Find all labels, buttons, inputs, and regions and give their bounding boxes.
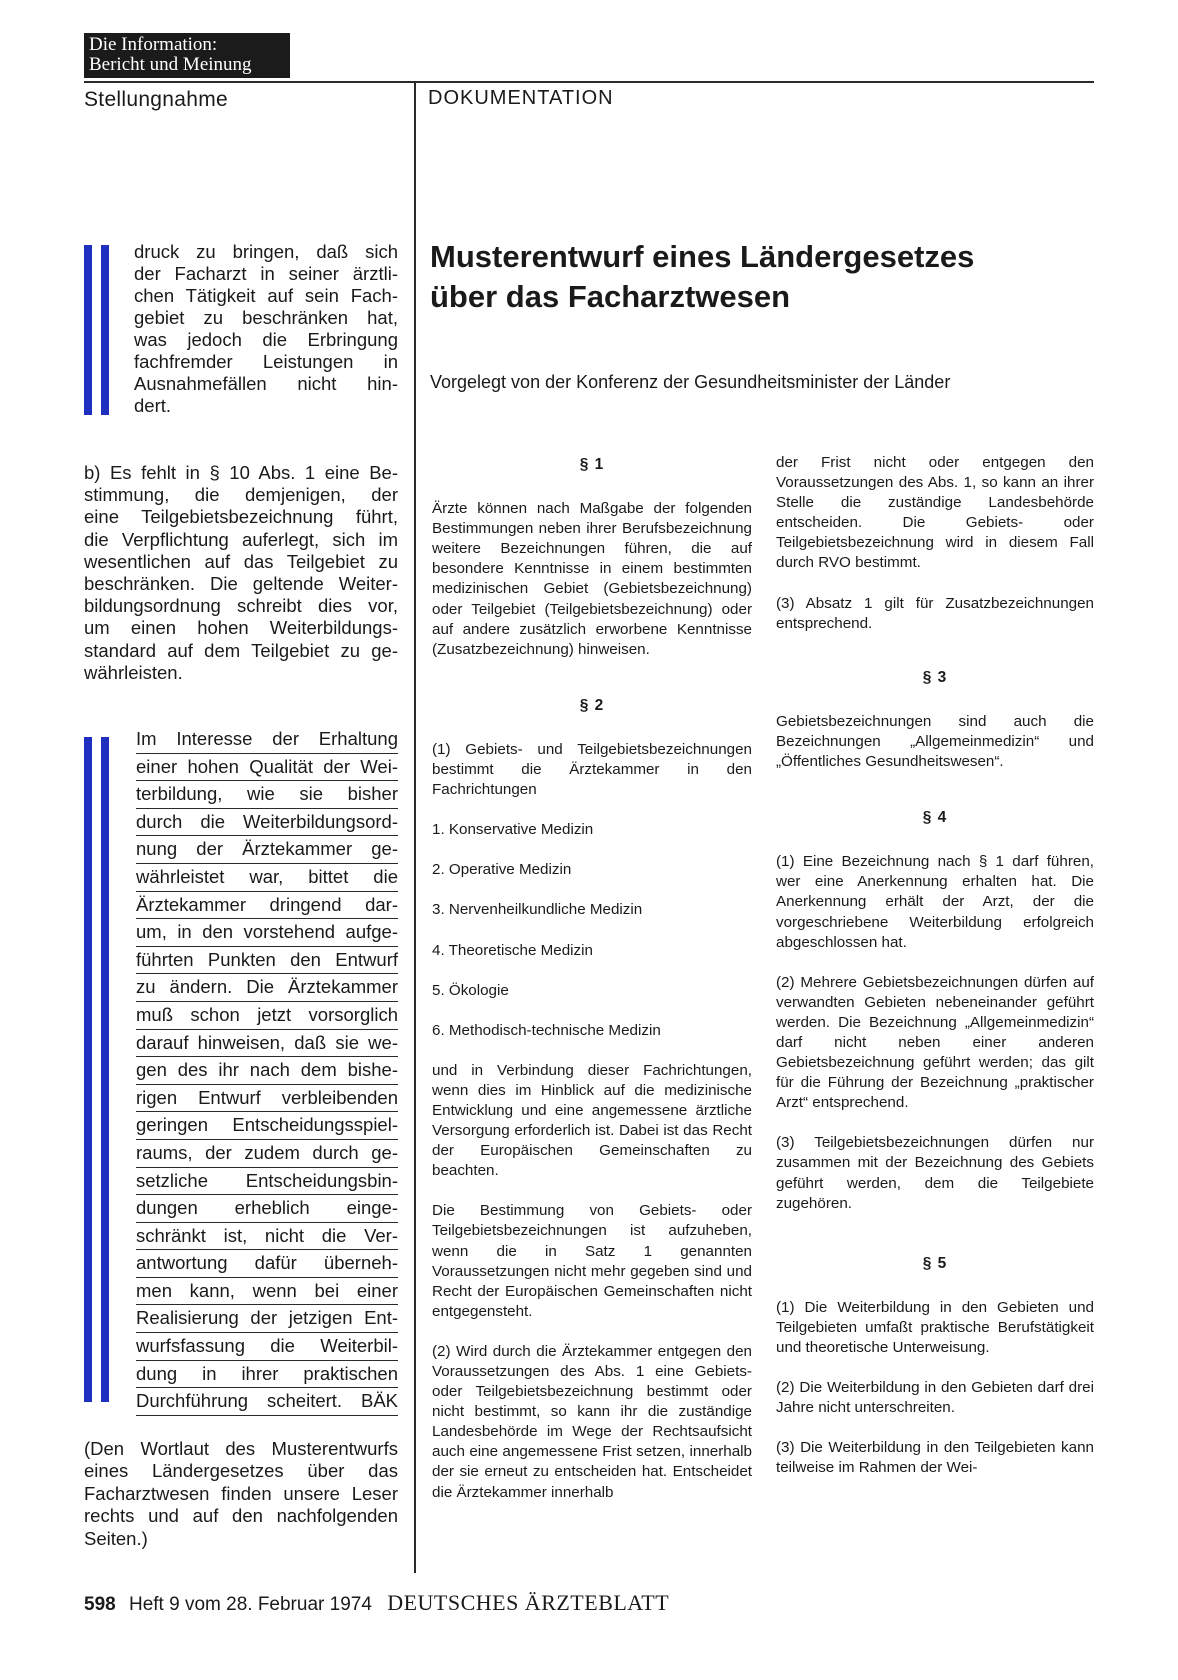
article-column-middle <box>432 455 752 1523</box>
statement-line: wurfsfassung die Weiterbil- <box>136 1333 398 1361</box>
statement-line: men kann, wenn bei einer <box>136 1278 398 1306</box>
statement-line: währleistet war, bittet die <box>136 864 398 892</box>
paragraph: (3) Absatz 1 gilt für Zusatzbezeichnungen entsprechend. <box>776 594 1094 632</box>
statement-line: muß schon jetzt vorsorglich <box>136 1002 398 1030</box>
paragraph: (1) Eine Bezeichnung nach § 1 darf führen, wer eine Anerkennung erhalten hat. Die Anerkennung erhält der Arzt, der die vorgeschriebene Weiterbildung erfolgreich abgeschlossen hat. <box>776 853 1094 951</box>
left-statement <box>136 726 398 1416</box>
statement-line: darauf hinweisen, daß sie we- <box>136 1030 398 1058</box>
statement-line: einer hohen Qualität der Wei- <box>136 754 398 782</box>
statement-line: um, in den vorstehend aufge- <box>136 919 398 947</box>
paragraph: der Frist nicht oder entgegen den Voraussetzungen des Abs. 1, so kann an ihrer Stelle die zuständige Landesbehörde entscheiden. Die Gebiets- oder Teilgebietsbezeichnung wird in diesem Fall durch RVO bestimmt. <box>776 454 1094 572</box>
section-tag <box>84 33 290 78</box>
text-line: währleisten. <box>84 661 183 683</box>
statement-line: setzliche Entscheidungsbin- <box>136 1168 398 1196</box>
text-line: wesentlichen auf das Teilgebiet zu <box>84 550 398 572</box>
list-item: 6. Methodisch-technische Medizin <box>432 1021 661 1039</box>
list-item: 5. Ökologie <box>432 981 509 999</box>
section-heading: § 5 <box>922 1254 948 1272</box>
paragraph: (2) Mehrere Gebietsbezeichnungen dürfen auf verwandten Gebieten nebeneinander geführt werden. Die Bezeichnung „Allgemeinmedizin“ darf nicht neben einer anderen Gebietsbezeichnung geführt werden; das gilt für die Führung der Bezeichnung „praktischer Arzt“ entsprechend. <box>776 973 1094 1112</box>
statement-line: Realisierung der jetzigen Ent- <box>136 1305 398 1333</box>
article-title-line1: Musterentwurf eines Ländergesetzes <box>430 239 975 274</box>
section-heading: § 4 <box>922 809 948 827</box>
text-line: Facharztwesen finden unsere Leser <box>84 1482 398 1504</box>
left-text-block-2 <box>84 462 398 684</box>
text-line: standard auf dem Teilgebiet zu ge- <box>84 639 398 661</box>
text-line: chen Tätigkeit auf sein Fach- <box>134 285 398 306</box>
margin-marker <box>84 737 111 1402</box>
article-title-line2: über das Facharztwesen <box>430 279 791 314</box>
page-number: 598 <box>84 1594 116 1615</box>
list-item: 1. Konservative Medizin <box>432 821 594 839</box>
article-subtitle: Vorgelegt von der Konferenz der Gesundheitsminister der Länder <box>430 372 951 392</box>
text-line: (Den Wortlaut des Musterentwurfs <box>84 1438 398 1459</box>
text-line: eines Ländergesetzes über das <box>84 1460 398 1482</box>
text-line: beschränken. Die geltende Weiter- <box>84 573 398 595</box>
section-label-right: DOKUMENTATION <box>428 87 614 109</box>
header-rule <box>84 81 1094 83</box>
list-item: 3. Nervenheilkundliche Medizin <box>432 901 643 919</box>
section-heading: § 2 <box>579 696 605 714</box>
left-note <box>84 1438 398 1550</box>
statement-line: führten Punkten den Entwurf <box>136 947 398 975</box>
paragraph: Die Bestimmung von Gebiets- oder Teilgebietsbezeichnungen ist aufzuheben, wenn die in Satz 1 genannten Voraussetzungen nicht mehr gegeben sind und Recht der Europäischen Gemeinschaften nicht entgegensteht. <box>432 1202 752 1320</box>
paragraph: (2) Wird durch die Ärztekammer entgegen den Voraussetzungen des Abs. 1 eine Gebiets- oder Teilgebietsbezeichnung bestimmt oder nicht bestimmt, so kann ihr die zuständige Landesbehörde im Wege der Rechtsaufsicht auch eine angemessene Frist setzen, innerhalb der sie erneut zu entscheiden hat. Entscheidet die Ärztekammer innerhalb <box>432 1342 752 1501</box>
paragraph: (3) Die Weiterbildung in den Teilgebieten kann teilweise im Rahmen der Wei- <box>776 1439 1094 1477</box>
magazine-name: DEUTSCHES ÄRZTEBLATT <box>387 1590 670 1615</box>
text-line: der Facharzt in seiner ärztli- <box>134 263 398 284</box>
statement-line: Im Interesse der Erhaltung <box>136 726 398 754</box>
section-tag-line2: Bericht und Meinung <box>89 54 252 75</box>
statement-line: schränkt ist, nicht die Ver- <box>136 1223 398 1251</box>
text-line: fachfremder Leistungen in <box>134 351 398 372</box>
statement-line: gen des ihr nach dem bishe- <box>136 1057 398 1085</box>
page-footer <box>84 1590 669 1616</box>
statement-line: durch die Weiterbildungsord- <box>136 809 398 837</box>
statement-line: Durchführung scheitert. BÄK <box>136 1388 398 1416</box>
statement-line: rigen Entwurf verbleibenden <box>136 1085 398 1113</box>
text-line: Ausnahmefällen nicht hin- <box>134 373 398 394</box>
paragraph: (1) Die Weiterbildung in den Gebieten und Teilgebieten umfaßt praktische Berufstätigkeit und theoretische Unterweisung. <box>776 1298 1094 1356</box>
paragraph: (3) Teilgebietsbezeichnungen dürfen nur zusammen mit der Bezeichnung des Gebiets geführt werden, dem die Teilgebiete zugehören. <box>776 1134 1094 1212</box>
section-label-left: Stellungnahme <box>84 88 228 111</box>
text-line: b) Es fehlt in § 10 Abs. 1 eine Be- <box>84 462 398 483</box>
text-line: rechts und auf den nachfolgenden <box>84 1505 398 1527</box>
left-text-block-1 <box>134 241 398 417</box>
statement-line: Ärztekammer dringend dar- <box>136 892 398 920</box>
section-heading: § 3 <box>922 668 948 686</box>
statement-line: zu ändern. Die Ärztekammer <box>136 974 398 1002</box>
article-column-right <box>776 453 1094 1498</box>
statement-line: antwortung dafür überneh- <box>136 1250 398 1278</box>
statement-line: geringen Entscheidungsspiel- <box>136 1112 398 1140</box>
section-tag-line1: Die Information: <box>89 34 218 55</box>
paragraph: (1) Gebiets- und Teilgebietsbezeichnungen bestimmt die Ärztekammer in den Fachrichtungen <box>432 740 752 799</box>
text-line: gebiet zu beschränken hat, <box>134 307 398 328</box>
statement-line: dungen erheblich einge- <box>136 1195 398 1223</box>
text-line: was jedoch die Erbringung <box>134 329 398 350</box>
column-divider <box>414 83 416 1573</box>
paragraph: und in Verbindung dieser Fachrichtungen, wenn dies im Hinblick auf die medizinische Entwicklung und eine angemessene ärztliche Versorgung erforderlich ist. Dabei ist das Recht der Europäischen Gemeinschaften zu beachten. <box>432 1061 752 1180</box>
text-line: um einen hohen Weiterbildungs- <box>84 617 398 639</box>
statement-line: raums, der zudem durch ge- <box>136 1140 398 1168</box>
text-line: druck zu bringen, daß sich <box>134 241 398 262</box>
text-line: dert. <box>134 395 172 416</box>
list-item: 4. Theoretische Medizin <box>432 941 593 959</box>
paragraph: Ärzte können nach Maßgabe der folgenden Bestimmungen neben ihrer Berufsbezeichnung weitere Bezeichnungen führen, die auf besondere Kenntnisse in einem bestimmten medizinischen Gebiet (Gebietsbezeichnung) oder Teilgebiet (Teilgebietsbezeichnung) oder auf andere zusätzlich erworbene Kenntnisse (Zusatzbezeichnung) hinweisen. <box>432 500 752 658</box>
statement-line: terbildung, wie sie bisher <box>136 781 398 809</box>
paragraph: Gebietsbezeichnungen sind auch die Bezeichnungen „Allgemeinmedizin“ und „Öffentliches Gesundheitswesen“. <box>776 712 1094 771</box>
text-line: Seiten.) <box>84 1527 148 1549</box>
list-item: 2. Operative Medizin <box>432 861 572 879</box>
text-line: eine Teilgebietsbezeichnung führt, <box>84 506 398 528</box>
text-line: bildungsordnung schreibt dies vor, <box>84 595 398 617</box>
statement-line: dung in ihrer praktischen <box>136 1361 398 1389</box>
article-title <box>430 237 1040 317</box>
section-heading: § 1 <box>579 456 605 473</box>
text-line: die Verpflichtung auferlegt, sich im <box>84 528 398 550</box>
statement-line: nung der Ärztekammer ge- <box>136 836 398 864</box>
margin-marker <box>84 245 111 415</box>
issue-info: Heft 9 vom 28. Februar 1974 <box>128 1594 372 1615</box>
paragraph: (2) Die Weiterbildung in den Gebieten darf drei Jahre nicht unterschreiten. <box>776 1379 1094 1417</box>
text-line: stimmung, die demjenigen, der <box>84 484 398 506</box>
